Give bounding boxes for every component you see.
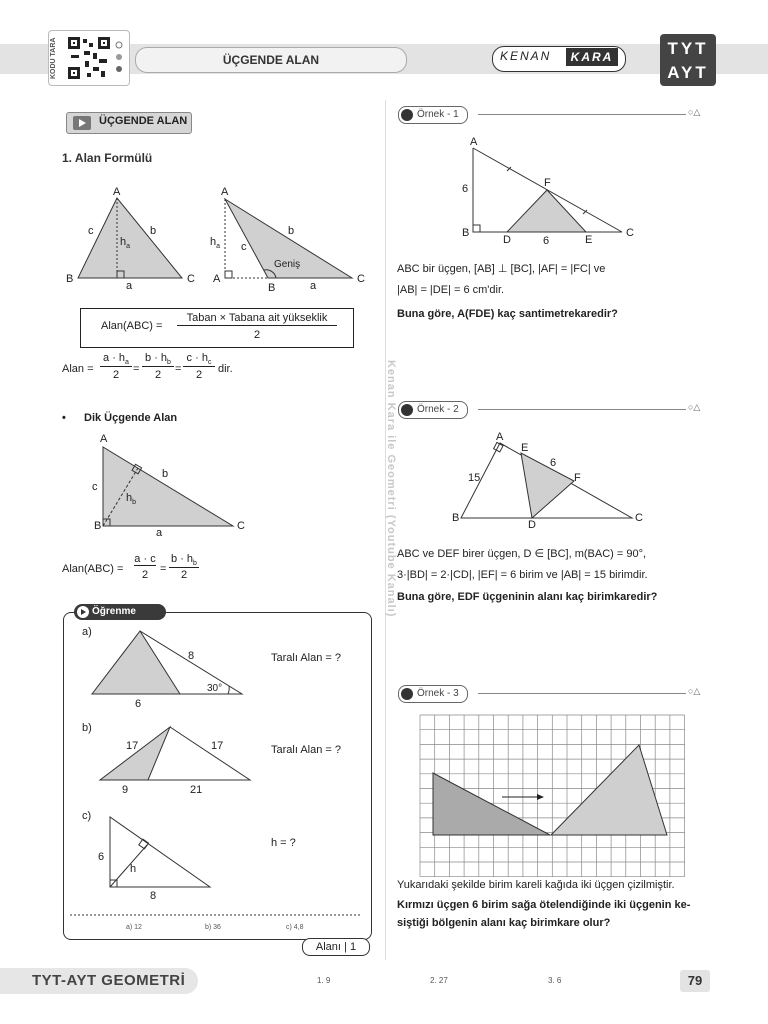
right-formula-d2: 2 [180, 569, 188, 581]
o1-line-2: |AB| = |DE| = 6 cm'dir. [397, 284, 505, 296]
part-b-question: Taralı Alan = ? [271, 744, 342, 756]
section-heading-text: ÜÇGENDE ALAN [99, 115, 188, 127]
label-C: C [187, 273, 195, 285]
footer-answer-3: 3. 6 [548, 976, 562, 985]
right-formula-n2 [169, 553, 199, 568]
part-a-angle: 30° [207, 683, 223, 694]
right-formula-lhs: Alan(ABC) = [62, 563, 124, 575]
o3-question-1: Kırmızı üçgen 6 birim sağa ötelendiğinde iki üçgenin ke- [397, 899, 691, 911]
ornek3-second-triangle [551, 745, 667, 835]
label-h-sub: b [132, 499, 137, 507]
label-c: c [88, 225, 94, 237]
o2-label-E: E [521, 442, 529, 454]
ornek1-triangle-fde [507, 190, 586, 232]
fraction-2-num-text: b · h [145, 352, 168, 364]
label-b: b [162, 468, 169, 480]
alan-prefix: Alan = [62, 363, 94, 375]
part-c-question: h = ? [271, 837, 296, 849]
label-h-main: h [120, 236, 127, 248]
label-a: a [156, 527, 163, 539]
part-c-h: h [130, 863, 137, 875]
footer-answer-2: 2. 27 [430, 976, 448, 985]
part-a-side: 8 [188, 650, 195, 662]
equals: = [160, 563, 167, 575]
play-icon [401, 109, 413, 121]
right-angle-mark [225, 271, 232, 278]
rule-end-icon: ○△ [688, 107, 701, 117]
label-h [120, 236, 130, 250]
watermark: Kenan Kara ile Geometri (Youtube Kanalı) [385, 360, 397, 618]
right-triangle [103, 447, 233, 526]
play-icon [401, 404, 413, 416]
fraction-2-den: 2 [154, 369, 162, 381]
ogrenme-tab-text: Öğrenme [92, 606, 136, 617]
part-c-side: 6 [98, 851, 105, 863]
fraction-1-den: 2 [112, 369, 120, 381]
answer-b: b) 36 [205, 924, 221, 931]
brand-first-name: KENAN [500, 49, 552, 63]
o2-label-B: B [452, 512, 460, 524]
fraction-3-den: 2 [195, 369, 203, 381]
part-b-right-side: 17 [211, 740, 224, 752]
fraction-1-num [100, 352, 132, 367]
equals: = [133, 363, 140, 375]
o1-label-C: C [626, 227, 634, 239]
area-formula-box [80, 308, 354, 348]
part-b-base9: 9 [122, 784, 129, 796]
answer-a: a) 12 [126, 924, 142, 931]
ornek-2-rule [478, 409, 686, 410]
arrow-head [537, 794, 544, 800]
footer-book-tag [0, 968, 198, 994]
label-b: b [150, 225, 157, 237]
play-icon [401, 688, 413, 700]
rule-end-icon: ○△ [688, 686, 701, 696]
label-h [126, 492, 136, 506]
o2-line-2: 3·|BD| = 2·|CD|, |EF| = 6 birim ve |AB| = 15 birimdir. [397, 569, 648, 581]
ornek-2-label: Örnek - 2 [398, 401, 468, 419]
o1-base-6: 6 [543, 235, 550, 247]
label-h-sub: a [216, 243, 221, 251]
ornek-3-label: Örnek - 3 [398, 685, 468, 703]
o1-label-A: A [470, 136, 478, 148]
part-b-left-side: 17 [126, 740, 139, 752]
o1-question: Buna göre, A(FDE) kaç santimetrekaredir? [397, 308, 618, 320]
right-formula-n2-text: b · h [171, 553, 194, 565]
brand-last-name: KARA [566, 48, 618, 66]
label-C: C [237, 520, 245, 532]
page-number: 79 [680, 970, 710, 992]
o2-label-D: D [528, 519, 536, 531]
o2-side-15: 15 [468, 472, 481, 484]
right-angle-mark [473, 225, 480, 232]
label-A: A [100, 433, 108, 445]
right-formula-d1: 2 [141, 569, 149, 581]
rule-end-icon: ○△ [688, 402, 701, 412]
fraction-3-num-text: c · h [186, 352, 208, 364]
equals: = [175, 363, 182, 375]
o2-question: Buna göre, EDF üçgeninin alanı kaç birimkaredir? [397, 591, 658, 603]
part-b-base21: 21 [190, 784, 203, 796]
alani-tag: Alanı | 1 [302, 938, 370, 956]
label-obtuse: Geniş [274, 259, 301, 270]
label-h-main: h [210, 236, 217, 248]
part-c-base: 8 [150, 890, 157, 902]
o1-side-6: 6 [462, 183, 469, 195]
label-h [210, 236, 220, 250]
bullet: • [62, 412, 66, 424]
right-formula-n2-sub: b [193, 560, 197, 568]
subheading: 1. Alan Formülü [62, 151, 153, 165]
o1-label-B: B [462, 227, 470, 239]
alan-suffix: dir. [218, 363, 233, 375]
o1-label-E: E [585, 234, 593, 246]
ornek-1-label: Örnek - 1 [398, 106, 468, 124]
label-a: a [310, 280, 317, 292]
formula-numerator: Taban × Tabana ait yükseklik [177, 312, 337, 326]
right-formula-n1: a · c [134, 553, 156, 565]
o1-label-F: F [544, 177, 551, 189]
fraction-1-sub: a [125, 359, 129, 367]
ogrenme-tab [74, 604, 166, 620]
part-a-base: 6 [135, 698, 142, 710]
label-B: B [66, 273, 74, 285]
label-b: b [288, 225, 295, 237]
ornek2-triangle-edf [521, 453, 574, 518]
o1-label-D: D [503, 234, 511, 246]
part-a-label: a) [82, 626, 92, 638]
part-c-label: c) [82, 810, 92, 822]
play-icon [76, 604, 92, 620]
label-a: a [126, 280, 133, 292]
fraction-2-sub: b [167, 359, 171, 367]
o2-line-1: ABC ve DEF birer üçgen, D ∈ [BC], m(BAC) = 90°, [397, 548, 647, 560]
ornek-3-rule [478, 693, 686, 694]
right-triangle-title: Dik Üçgende Alan [84, 412, 178, 424]
exam-line-1: TYT [667, 39, 709, 58]
page-title: ÜÇGENDE ALAN [135, 47, 407, 73]
label-B: B [268, 282, 276, 294]
formula-lhs: Alan(ABC) = [101, 320, 163, 332]
part-b-label: b) [82, 722, 92, 734]
label-A: A [221, 186, 229, 198]
label-B: B [94, 520, 102, 532]
label-h-sub: a [126, 243, 131, 251]
o3-question-2: siştiği bölgenin alanı kaç birimkare olur? [397, 917, 611, 929]
fraction-2-num [142, 352, 174, 367]
exam-line-2: AYT [667, 63, 709, 82]
fraction-3-num [183, 352, 215, 367]
ornek3-red-triangle [433, 773, 550, 835]
o2-side-6: 6 [550, 457, 557, 469]
part-a-question: Taralı Alan = ? [271, 652, 342, 664]
label-A-foot: A [213, 273, 221, 285]
fraction-1-num-text: a · h [103, 352, 126, 364]
answer-c: c) 4,8 [286, 924, 304, 931]
o2-label-F: F [574, 472, 581, 484]
o3-line-1: Yukarıdaki şekilde birim kareli kağıda iki üçgen çizilmiştir. [397, 879, 675, 891]
label-c: c [92, 481, 98, 493]
o2-label-A: A [496, 431, 504, 443]
label-A: A [113, 186, 121, 198]
footer-answer-1: 1. 9 [317, 976, 331, 985]
o1-line-1: ABC bir üçgen, [AB] ⊥ [BC], |AF| = |FC| ve [397, 263, 606, 275]
label-C: C [357, 273, 365, 285]
label-h-main: h [126, 492, 133, 504]
o2-label-C: C [635, 512, 643, 524]
formula-denominator: 2 [253, 329, 261, 341]
fraction-3-sub: c [207, 359, 212, 367]
footer-book-title: TYT-AYT GEOMETRİ [32, 972, 186, 989]
label-c: c [241, 241, 247, 253]
ornek-1-rule [478, 114, 686, 115]
qr-label: KODU TARA [50, 37, 57, 79]
